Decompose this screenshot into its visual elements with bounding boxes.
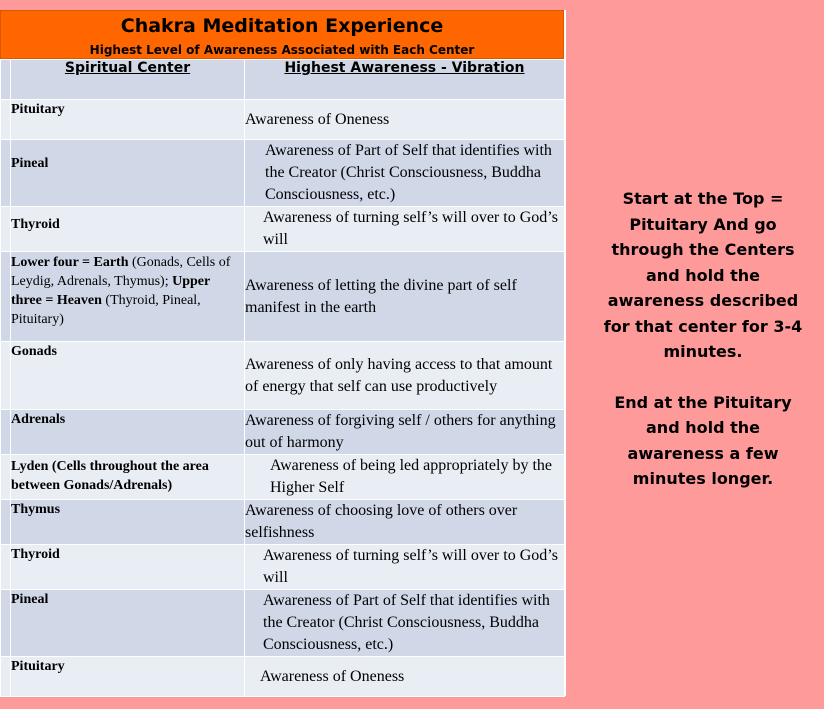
awareness-text: Awareness of turning self’s will over to God’s will xyxy=(245,545,565,590)
row-stub-cell xyxy=(1,342,11,410)
table-row xyxy=(1,100,565,140)
center-name: Lyden (Cells throughout the area between Gonads/Adrenals) xyxy=(11,455,245,500)
table-row xyxy=(1,657,565,697)
header-highest-awareness: Highest Awareness - Vibration xyxy=(245,60,565,100)
center-name: Thymus xyxy=(11,500,245,545)
awareness-text: Awareness of forgiving self / others for anything out of harmony xyxy=(245,410,565,455)
center-earth-label: Lower four = Earth xyxy=(11,255,129,270)
slide-subtitle: Highest Level of Awareness Associated with Each Center xyxy=(89,43,475,57)
row-stub-cell xyxy=(1,545,11,590)
center-name: Pineal xyxy=(11,590,245,657)
row-stub-cell xyxy=(1,657,11,697)
row-stub-cell xyxy=(1,140,11,207)
header-stub-cell xyxy=(1,60,11,100)
center-name: Pineal xyxy=(11,140,245,207)
awareness-text: Awareness of Part of Self that identifies with the Creator (Christ Consciousness, Buddha Consciousness, etc.) xyxy=(245,590,565,657)
row-stub-cell xyxy=(1,207,11,252)
table-row xyxy=(1,545,565,590)
row-stub-cell xyxy=(1,252,11,342)
row-stub-cell xyxy=(1,410,11,455)
awareness-text: Awareness of letting the divine part of self manifest in the earth xyxy=(245,252,565,342)
chakra-table xyxy=(0,59,565,697)
center-name: Pituitary xyxy=(11,657,245,697)
center-heaven-label: Upper three = Heaven xyxy=(11,274,210,308)
awareness-text: Awareness of choosing love of others over selfishness xyxy=(245,500,565,545)
awareness-text: Awareness of Oneness xyxy=(245,657,565,697)
row-stub-cell xyxy=(1,590,11,657)
table-row xyxy=(1,140,565,207)
header-spiritual-center: Spiritual Center xyxy=(11,60,245,100)
awareness-text: Awareness of Oneness xyxy=(245,100,565,140)
table-row xyxy=(1,590,565,657)
center-name: Gonads xyxy=(11,342,245,410)
center-name: Adrenals xyxy=(11,410,245,455)
instruction-end: End at the Pituitary and hold the awareness a few minutes longer. xyxy=(614,392,792,488)
center-name-earth-heaven xyxy=(11,252,245,342)
awareness-text: Awareness of Part of Self that identifies with the Creator (Christ Consciousness, Buddha Consciousness, etc.) xyxy=(245,140,565,207)
instruction-spacer xyxy=(598,365,808,390)
center-name: Thyroid xyxy=(11,545,245,590)
table-row xyxy=(1,455,565,500)
center-earth-detail: (Gonads, Cells of Leydig, Adrenals, Thymus); xyxy=(11,255,231,289)
row-stub-cell xyxy=(1,100,11,140)
table-row xyxy=(1,500,565,545)
center-heaven-detail: (Thyroid, Pineal, Pituitary) xyxy=(11,293,201,327)
title-bar xyxy=(0,10,564,59)
center-name: Pituitary xyxy=(11,100,245,140)
table-row xyxy=(1,410,565,455)
instruction-start: Start at the Top = Pituitary And go through the Centers and hold the awareness described for that center for 3-4 minutes. xyxy=(603,189,803,361)
row-stub-cell xyxy=(1,500,11,545)
center-name: Thyroid xyxy=(11,207,245,252)
table-row xyxy=(1,207,565,252)
row-stub-cell xyxy=(1,455,11,500)
slide-title: Chakra Meditation Experience xyxy=(120,15,444,37)
table-row xyxy=(1,252,565,342)
awareness-text: Awareness of being led appropriately by the Higher Self xyxy=(245,455,565,500)
awareness-text: Awareness of turning self’s will over to God’s will xyxy=(245,207,565,252)
meditation-instructions xyxy=(598,186,808,492)
table-header-row xyxy=(1,60,565,100)
awareness-text: Awareness of only having access to that amount of energy that self can use productively xyxy=(245,342,565,410)
table-row xyxy=(1,342,565,410)
